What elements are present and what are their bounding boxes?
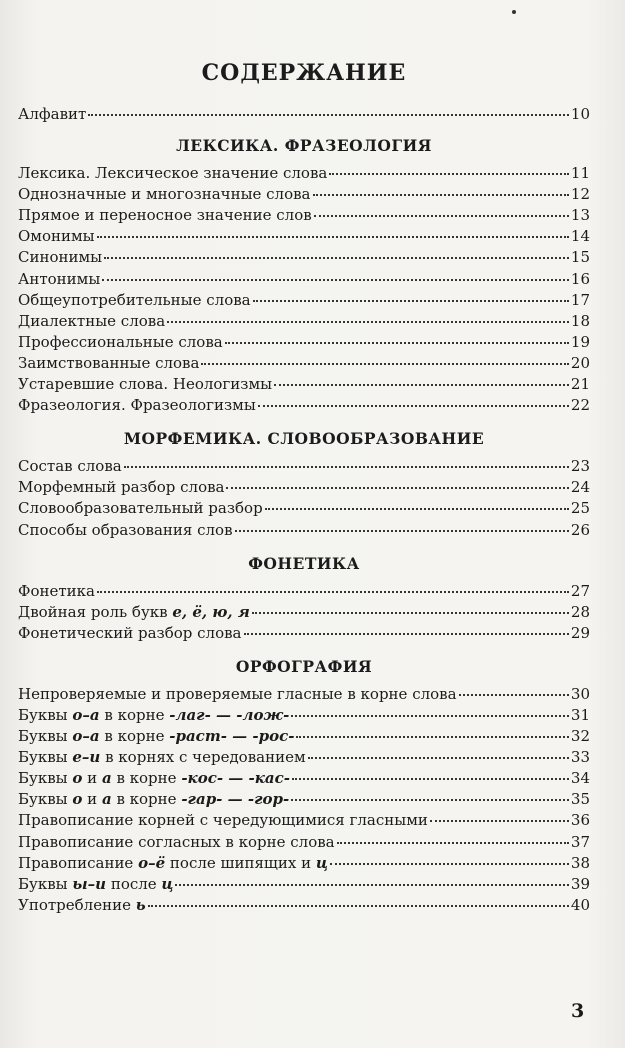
entry-title-italic: е, ё, ю, я bbox=[172, 602, 250, 621]
dot-leader bbox=[235, 530, 569, 532]
entry-page: 33 bbox=[570, 748, 590, 767]
toc-sections bbox=[18, 104, 590, 916]
toc-entry bbox=[18, 498, 590, 519]
dot-leader bbox=[292, 778, 569, 780]
entry-title-text: и bbox=[82, 790, 102, 809]
entry-page: 37 bbox=[570, 832, 590, 851]
dot-leader bbox=[201, 363, 568, 365]
toc-entry bbox=[18, 747, 590, 768]
entry-title-text: в корнях с чередованием bbox=[100, 748, 306, 767]
entry-title-text: Употребление bbox=[18, 895, 136, 914]
entry-title bbox=[18, 789, 289, 810]
entry-page: 29 bbox=[570, 623, 590, 642]
toc-entry bbox=[18, 623, 590, 644]
page-title: СОДЕРЖАНИЕ bbox=[201, 60, 407, 86]
entry-title-text: в корне bbox=[99, 727, 170, 746]
entry-page: 10 bbox=[570, 105, 590, 123]
entry-page: 28 bbox=[570, 602, 590, 621]
toc-entry bbox=[18, 581, 590, 602]
entry-title-text: Заимствованные слова bbox=[18, 353, 200, 372]
entry-title bbox=[18, 353, 199, 374]
entry-title-text: Буквы bbox=[18, 790, 73, 809]
entry-title-text: Состав слова bbox=[18, 457, 122, 476]
toc-entry bbox=[18, 789, 590, 810]
dot-leader bbox=[167, 321, 569, 323]
entry-title-text: после bbox=[106, 874, 162, 893]
entry-title-text: Буквы bbox=[18, 705, 73, 724]
dot-leader bbox=[258, 405, 569, 407]
entry-title bbox=[18, 374, 272, 395]
entry-title-italic: а bbox=[101, 790, 112, 809]
toc-entry bbox=[18, 810, 590, 831]
entry-title-italic: о bbox=[72, 790, 83, 809]
entry-title bbox=[18, 332, 223, 353]
dot-leader bbox=[244, 633, 569, 635]
entry-title-text: Антонимы bbox=[18, 269, 101, 288]
entry-title bbox=[18, 477, 224, 498]
entry-title bbox=[18, 874, 173, 895]
dot-leader bbox=[148, 905, 569, 907]
toc-entry bbox=[18, 184, 590, 205]
entry-title bbox=[18, 184, 311, 205]
dot-leader bbox=[102, 279, 569, 281]
toc-entry bbox=[18, 895, 590, 916]
entry-title bbox=[18, 104, 86, 125]
toc-section bbox=[18, 135, 590, 416]
entry-title bbox=[18, 247, 102, 268]
entry-page: 40 bbox=[570, 895, 590, 914]
entry-title-text: Фразеология. Фразеологизмы bbox=[18, 396, 256, 415]
entry-title bbox=[18, 705, 289, 726]
dot-leader bbox=[296, 736, 568, 738]
toc-entry bbox=[18, 705, 590, 726]
entry-page: 24 bbox=[570, 478, 590, 497]
dot-leader bbox=[291, 799, 569, 801]
toc-entry bbox=[18, 332, 590, 353]
dot-leader bbox=[124, 466, 569, 468]
dot-leader bbox=[265, 508, 569, 510]
entry-title bbox=[18, 581, 95, 602]
dot-leader bbox=[97, 236, 569, 238]
entry-title-text: Омонимы bbox=[18, 227, 95, 246]
entry-title-text: Синонимы bbox=[18, 248, 103, 267]
dot-leader bbox=[225, 342, 569, 344]
dot-leader bbox=[337, 842, 569, 844]
toc-entry bbox=[18, 269, 590, 290]
entry-title-text: Общеупотребительные слова bbox=[18, 290, 251, 309]
entry-title bbox=[18, 895, 146, 916]
entry-title-text: Буквы bbox=[18, 769, 73, 788]
entry-title-text: Лексика. Лексическое значение слова bbox=[18, 164, 328, 183]
dot-leader bbox=[291, 715, 569, 717]
entry-page: 38 bbox=[570, 853, 590, 872]
entry-title bbox=[18, 395, 256, 416]
entry-page: 23 bbox=[570, 457, 590, 476]
entry-page: 14 bbox=[570, 227, 590, 246]
entry-title-text: Алфавит bbox=[18, 105, 87, 123]
entry-title-italic: о–а bbox=[72, 727, 100, 746]
dot-leader bbox=[329, 173, 569, 175]
entry-title-italic: -лаг- — -лож- bbox=[169, 705, 290, 724]
entry-title-text: Однозначные и многозначные слова bbox=[18, 185, 311, 204]
toc-entry bbox=[18, 832, 590, 853]
entry-page: 21 bbox=[570, 375, 590, 394]
toc-entry bbox=[18, 456, 590, 477]
toc-entry bbox=[18, 602, 590, 623]
entry-page: 34 bbox=[570, 769, 590, 788]
entry-title-italic: ы–и bbox=[72, 874, 107, 893]
entry-title bbox=[18, 205, 312, 226]
entry-page: 30 bbox=[570, 684, 590, 703]
entry-title-text: и bbox=[82, 769, 102, 788]
entry-title bbox=[18, 623, 242, 644]
entry-page: 32 bbox=[570, 727, 590, 746]
entry-title-italic: е–и bbox=[72, 748, 101, 767]
dot-leader bbox=[104, 257, 569, 259]
toc-entry bbox=[18, 726, 590, 747]
entry-page: 36 bbox=[570, 811, 590, 830]
dot-leader bbox=[308, 757, 569, 759]
entry-title-italic: -раст- — -рос- bbox=[169, 727, 295, 746]
toc-entry bbox=[18, 768, 590, 789]
entry-page: 35 bbox=[570, 790, 590, 809]
toc-entry bbox=[18, 477, 590, 498]
table-of-contents bbox=[18, 58, 590, 916]
entry-page: 12 bbox=[570, 185, 590, 204]
entry-title-italic: ц bbox=[161, 874, 174, 893]
entry-title-text: Двойная роль букв bbox=[18, 602, 173, 621]
entry-title-text: в корне bbox=[111, 790, 182, 809]
entry-title-text: Профессиональные слова bbox=[18, 332, 223, 351]
entry-page: 26 bbox=[570, 520, 590, 539]
dot-leader bbox=[430, 820, 569, 822]
dot-leader bbox=[175, 884, 568, 886]
entry-title-text: Диалектные слова bbox=[18, 311, 166, 330]
entry-title bbox=[18, 747, 306, 768]
dot-leader bbox=[274, 384, 569, 386]
entry-title-italic: о–а bbox=[72, 705, 100, 724]
entry-title-italic: -гар- — -гор- bbox=[181, 790, 290, 809]
entry-title-text: в корне bbox=[111, 769, 182, 788]
entry-title-italic: ц bbox=[315, 853, 328, 872]
toc-entry bbox=[18, 353, 590, 374]
entry-title-text: в корне bbox=[99, 705, 170, 724]
entry-title bbox=[18, 226, 95, 247]
entry-page: 25 bbox=[570, 499, 590, 518]
entry-title-text: Буквы bbox=[18, 748, 73, 767]
entry-title bbox=[18, 768, 290, 789]
toc-section bbox=[18, 656, 590, 916]
entry-title-text: Фонетика bbox=[18, 581, 95, 600]
entry-title-text: Правописание согласных в корне слова bbox=[18, 832, 335, 851]
entry-title bbox=[18, 269, 100, 290]
dot-leader bbox=[330, 863, 569, 865]
entry-page: 39 bbox=[570, 874, 590, 893]
dot-leader bbox=[314, 215, 569, 217]
toc-entry bbox=[18, 874, 590, 895]
entry-title-text: Прямое и переносное значение слов bbox=[18, 206, 312, 225]
entry-page: 15 bbox=[570, 248, 590, 267]
entry-title-text: Фонетический разбор слова bbox=[18, 623, 242, 642]
entry-title-text: Непроверяемые и проверяемые гласные в корне слова bbox=[18, 684, 457, 703]
entry-page: 18 bbox=[570, 311, 590, 330]
entry-title-italic: -кос- — -кас- bbox=[181, 769, 290, 788]
dot-leader bbox=[459, 694, 569, 696]
toc-entry bbox=[18, 247, 590, 268]
entry-title-text: Способы образования слов bbox=[18, 520, 233, 539]
toc-entry bbox=[18, 163, 590, 184]
toc-section bbox=[18, 428, 590, 540]
entry-title-italic: о bbox=[72, 769, 83, 788]
entry-title bbox=[18, 602, 250, 623]
entry-page: 13 bbox=[570, 206, 590, 225]
toc-entry bbox=[18, 290, 590, 311]
toc-section bbox=[18, 104, 590, 125]
entry-page: 31 bbox=[570, 705, 590, 724]
entry-title bbox=[18, 520, 233, 541]
entry-page: 27 bbox=[570, 581, 590, 600]
entry-title bbox=[18, 810, 428, 831]
toc-entry bbox=[18, 226, 590, 247]
section-heading: ФОНЕТИКА bbox=[248, 553, 360, 573]
entry-title bbox=[18, 456, 122, 477]
toc-entry bbox=[18, 853, 590, 874]
entry-title bbox=[18, 290, 251, 311]
toc-entry bbox=[18, 205, 590, 226]
toc-entry bbox=[18, 395, 590, 416]
section-heading: ОРФОГРАФИЯ bbox=[235, 656, 373, 676]
entry-title-italic: а bbox=[101, 769, 112, 788]
entry-title-text: Правописание bbox=[18, 853, 139, 872]
entry-title-text: Буквы bbox=[18, 874, 73, 893]
toc-entry bbox=[18, 520, 590, 541]
page-number: 3 bbox=[571, 1000, 585, 1022]
entry-title bbox=[18, 853, 328, 874]
section-heading: МОРФЕМИКА. СЛОВООБРАЗОВАНИЕ bbox=[123, 429, 485, 449]
entry-title-text: Буквы bbox=[18, 727, 73, 746]
toc-entry bbox=[18, 311, 590, 332]
dot-leader bbox=[97, 591, 569, 593]
entry-title-text: Устаревшие слова. Неологизмы bbox=[18, 375, 273, 394]
entry-page: 17 bbox=[570, 290, 590, 309]
entry-title bbox=[18, 832, 335, 853]
entry-page: 22 bbox=[570, 396, 590, 415]
entry-title-text: после шипящих и bbox=[165, 853, 316, 872]
entry-title bbox=[18, 726, 294, 747]
entry-title-text: Словообразовательный разбор bbox=[18, 499, 263, 518]
entry-title-text: Морфемный разбор слова bbox=[18, 478, 225, 497]
toc-section bbox=[18, 553, 590, 644]
toc-entry bbox=[18, 104, 590, 125]
entry-page: 11 bbox=[570, 164, 590, 183]
dot-leader bbox=[88, 114, 569, 116]
toc-entry bbox=[18, 684, 590, 705]
entry-title bbox=[18, 311, 165, 332]
dot-leader bbox=[253, 300, 569, 302]
entry-title-text: Правописание корней с чередующимися гласными bbox=[18, 811, 428, 830]
entry-page: 20 bbox=[570, 353, 590, 372]
entry-page: 19 bbox=[570, 332, 590, 351]
section-heading: ЛЕКСИКА. ФРАЗЕОЛОГИЯ bbox=[176, 136, 432, 156]
toc-entry bbox=[18, 374, 590, 395]
dot-leader bbox=[252, 612, 569, 614]
entry-title-italic: ь bbox=[135, 895, 146, 914]
entry-page: 16 bbox=[570, 269, 590, 288]
entry-title bbox=[18, 684, 457, 705]
entry-title bbox=[18, 163, 327, 184]
entry-title bbox=[18, 498, 263, 519]
dot-leader bbox=[226, 487, 568, 489]
entry-title-italic: о–ё bbox=[138, 853, 166, 872]
dot-leader bbox=[313, 194, 569, 196]
print-mark bbox=[512, 10, 516, 14]
